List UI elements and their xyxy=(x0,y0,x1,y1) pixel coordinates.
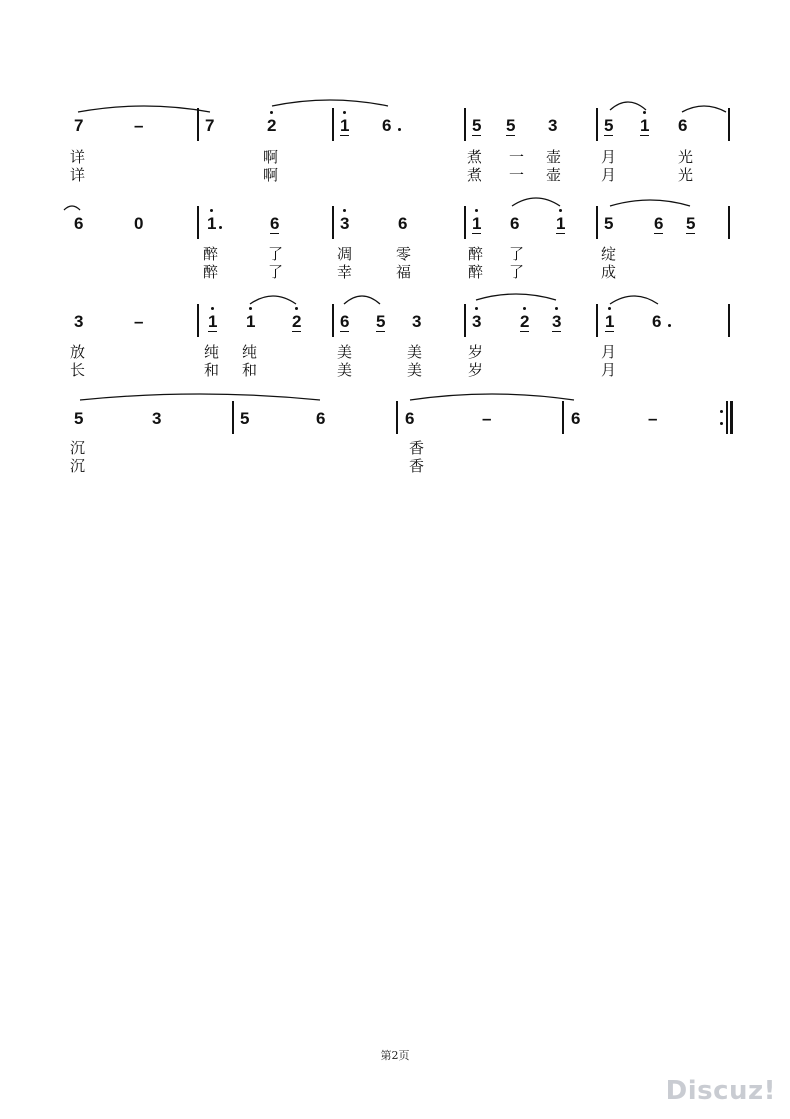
lyric: 美 xyxy=(407,343,423,361)
octave-dot xyxy=(211,307,214,310)
lyric: 岁 xyxy=(468,343,484,361)
note: 6 xyxy=(571,409,581,428)
lyric: 沉 xyxy=(70,457,86,475)
lyric: 岁 xyxy=(468,361,484,379)
note: 2 xyxy=(520,312,530,331)
final-barline xyxy=(730,401,733,434)
lyric: 幸 xyxy=(337,263,353,281)
lyric: 凋 xyxy=(337,245,353,263)
octave-dot xyxy=(343,111,346,114)
repeat-dot xyxy=(720,410,723,413)
barline xyxy=(332,108,334,141)
barline xyxy=(232,401,234,434)
note: 1 xyxy=(246,312,256,331)
lyric: 绽 xyxy=(601,245,617,263)
octave-dot xyxy=(295,307,298,310)
octave-dot xyxy=(559,209,562,212)
note: 6 xyxy=(510,214,520,233)
note: – xyxy=(482,409,492,428)
note: 6 xyxy=(382,116,392,135)
lyric: 了 xyxy=(268,263,284,281)
note: 3 xyxy=(152,409,162,428)
octave-dot xyxy=(608,307,611,310)
note: – xyxy=(134,312,144,331)
octave-dot xyxy=(475,307,478,310)
note: 1 xyxy=(340,116,350,135)
note: 6 xyxy=(398,214,408,233)
barline xyxy=(728,108,730,141)
barline xyxy=(562,401,564,434)
note: 5 xyxy=(604,214,614,233)
note: 5 xyxy=(376,312,386,331)
note: 6 xyxy=(316,409,326,428)
barline xyxy=(728,304,730,337)
barline xyxy=(464,108,466,141)
note: 3 xyxy=(548,116,558,135)
lyric: 月 xyxy=(601,166,617,184)
note: 7 xyxy=(205,116,215,135)
barline xyxy=(464,304,466,337)
lyric: 一 xyxy=(509,166,525,184)
barline xyxy=(596,304,598,337)
lyric: 壶 xyxy=(546,148,562,166)
lyric: 长 xyxy=(70,361,86,379)
lyric: 纯 xyxy=(242,343,258,361)
lyric: 月 xyxy=(601,361,617,379)
note: 6 xyxy=(678,116,688,135)
lyric: 和 xyxy=(242,361,258,379)
lyric: 美 xyxy=(337,361,353,379)
barline xyxy=(332,206,334,239)
note: – xyxy=(648,409,658,428)
note: 2 xyxy=(292,312,302,331)
barline xyxy=(596,108,598,141)
note: 1 xyxy=(640,116,650,135)
lyric: 香 xyxy=(409,439,425,457)
note: 5 xyxy=(240,409,250,428)
lyric: 壶 xyxy=(546,166,562,184)
barline xyxy=(332,304,334,337)
barline xyxy=(197,108,199,141)
octave-dot xyxy=(643,111,646,114)
note: 7 xyxy=(74,116,84,135)
lyric: 啊 xyxy=(263,148,279,166)
augmentation-dot xyxy=(668,324,671,327)
barline xyxy=(726,401,728,434)
lyric: 醉 xyxy=(468,245,484,263)
note: 0 xyxy=(134,214,144,233)
lyric: 沉 xyxy=(70,439,86,457)
lyric: 纯 xyxy=(204,343,220,361)
lyric: 和 xyxy=(204,361,220,379)
note: 5 xyxy=(506,116,516,135)
note: 3 xyxy=(74,312,84,331)
note: 3 xyxy=(340,214,350,233)
octave-dot xyxy=(249,307,252,310)
page-number: 第2页 xyxy=(380,1049,410,1062)
note: 5 xyxy=(472,116,482,135)
note: 6 xyxy=(74,214,84,233)
lyric: 啊 xyxy=(263,166,279,184)
note: 1 xyxy=(556,214,566,233)
lyric: 了 xyxy=(509,263,525,281)
octave-dot xyxy=(210,209,213,212)
discuz-logo: Discuz! xyxy=(665,1076,776,1106)
note: 6 xyxy=(652,312,662,331)
lyric: 月 xyxy=(601,148,617,166)
barline xyxy=(464,206,466,239)
lyric: 了 xyxy=(509,245,525,263)
note: 6 xyxy=(405,409,415,428)
lyric: 详 xyxy=(70,148,86,166)
lyric: 醉 xyxy=(203,263,219,281)
augmentation-dot xyxy=(219,226,222,229)
barline xyxy=(396,401,398,434)
lyric: 一 xyxy=(509,148,525,166)
note: 5 xyxy=(686,214,696,233)
note: 1 xyxy=(605,312,615,331)
lyric: 成 xyxy=(601,263,617,281)
lyric: 福 xyxy=(396,263,412,281)
barline xyxy=(197,304,199,337)
lyric: 光 xyxy=(678,148,694,166)
lyric: 煮 xyxy=(467,166,483,184)
lyric: 月 xyxy=(601,343,617,361)
lyric: 零 xyxy=(396,245,412,263)
barline xyxy=(197,206,199,239)
repeat-dot xyxy=(720,422,723,425)
octave-dot xyxy=(475,209,478,212)
note: 2 xyxy=(267,116,277,135)
barline xyxy=(596,206,598,239)
octave-dot xyxy=(555,307,558,310)
note: 3 xyxy=(472,312,482,331)
note: 3 xyxy=(412,312,422,331)
note: 3 xyxy=(552,312,562,331)
note: 6 xyxy=(270,214,280,233)
octave-dot xyxy=(343,209,346,212)
octave-dot xyxy=(270,111,273,114)
note: 6 xyxy=(654,214,664,233)
note: 5 xyxy=(74,409,84,428)
augmentation-dot xyxy=(398,128,401,131)
note: 1 xyxy=(207,214,217,233)
lyric: 醉 xyxy=(203,245,219,263)
note: 1 xyxy=(472,214,482,233)
note: 5 xyxy=(604,116,614,135)
barline xyxy=(728,206,730,239)
lyric: 美 xyxy=(337,343,353,361)
note: – xyxy=(134,116,144,135)
lyric: 放 xyxy=(70,343,86,361)
lyric: 煮 xyxy=(467,148,483,166)
note: 1 xyxy=(208,312,218,331)
lyric: 醉 xyxy=(468,263,484,281)
lyric: 美 xyxy=(407,361,423,379)
lyric: 详 xyxy=(70,166,86,184)
lyric: 了 xyxy=(268,245,284,263)
lyric: 香 xyxy=(409,457,425,475)
lyric: 光 xyxy=(678,166,694,184)
note: 6 xyxy=(340,312,350,331)
octave-dot xyxy=(523,307,526,310)
